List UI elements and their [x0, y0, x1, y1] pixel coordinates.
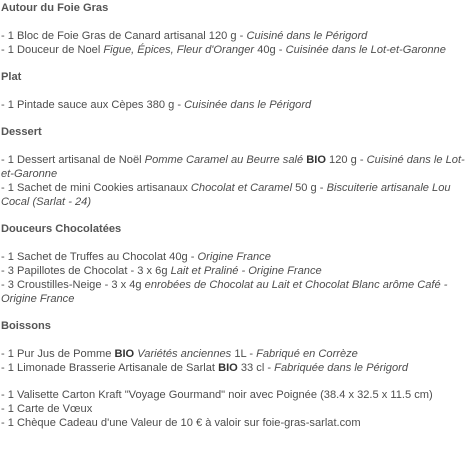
item-pintade: - 1 Pintade sauce aux Cèpes 380 g - Cuisinée dans le Périgord [1, 99, 312, 111]
item-truffes: - 1 Sachet de Truffes au Chocolat 40g - Origine France [1, 251, 271, 263]
item-jus-de-pomme: - 1 Pur Jus de Pomme BIO Variétés anciennes 1L - Fabriqué en Corrèze [1, 348, 358, 360]
section-heading-dessert: Dessert [1, 126, 42, 138]
section-heading-plat: Plat [1, 71, 22, 83]
section-heading-foie-gras: Autour du Foie Gras [1, 2, 109, 14]
item-bloc-foie-gras: - 1 Bloc de Foie Gras de Canard artisanal 120 g - Cuisiné dans le Périgord [1, 30, 368, 42]
item-valisette: - 1 Valisette Carton Kraft "Voyage Gourmand" noir avec Poignée (38.4 x 32.5 x 11.5 cm) [1, 389, 433, 401]
item-papillotes: - 3 Papillotes de Chocolat - 3 x 6g Lait et Praliné - Origine France [1, 265, 322, 277]
item-cheque-cadeau: - 1 Chèque Cadeau d'une Valeur de 10 € à valoir sur foie-gras-sarlat.com [1, 417, 361, 429]
section-heading-chocolat: Douceurs Chocolatées [1, 223, 122, 235]
item-limonade: - 1 Limonade Brasserie Artisanale de Sarlat BIO 33 cl - Fabriquée dans le Périgord [1, 362, 408, 374]
item-carte-voeux: - 1 Carte de Vœux [1, 403, 93, 415]
item-mini-cookies: - 1 Sachet de mini Cookies artisanaux Chocolat et Caramel 50 g - Biscuiterie artisanale Lou Cocal (Sarlat - 24) [1, 182, 451, 208]
item-douceur-de-noel: - 1 Douceur de Noel Figue, Épices, Fleur d'Oranger 40g - Cuisinée dans le Lot-et-Garonne [1, 44, 446, 56]
item-dessert-noel: - 1 Dessert artisanal de Noël Pomme Caramel au Beurre salé BIO 120 g - Cuisiné dans le Lot-et-Garonne [1, 154, 465, 180]
section-heading-boissons: Boissons [1, 320, 51, 332]
item-croustilles-neige: - 3 Croustilles-Neige - 3 x 4g enrobées de Chocolat au Lait et Chocolat Blanc arôme Café - Origine France [1, 279, 448, 305]
